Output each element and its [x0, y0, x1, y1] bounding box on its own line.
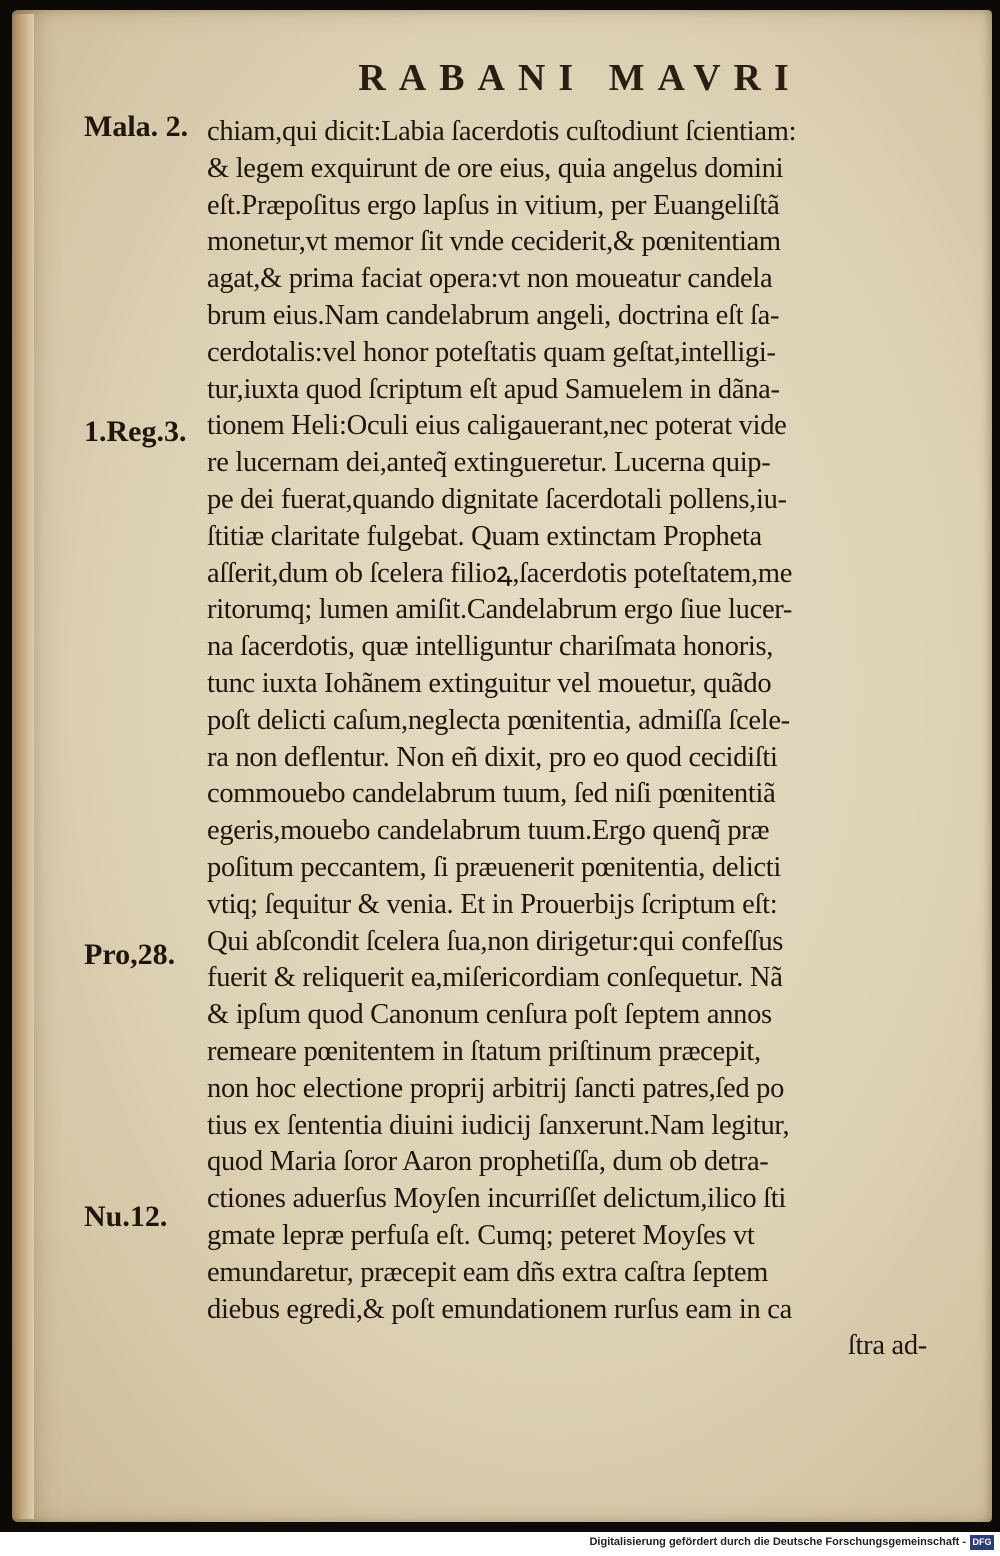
text-line: & ipſum quod Canonum cenſura poſt ſeptem annos: [207, 999, 772, 1031]
text-line: na ſacerdotis, quæ intelliguntur chariſmata honoris,: [207, 631, 774, 663]
text-line: brum eius.Nam candelabrum angeli, doctrina eſt ſa-: [207, 299, 780, 331]
text-line: eſt.Præpoſitus ergo lapſus in vitium, per Euangeliſtã: [207, 189, 780, 221]
text-line: & legem exquirunt de ore eius, quia angelus domini: [207, 152, 784, 184]
text-line: aſſerit,dum ob ſcelera filioꝝ,ſacerdotis poteſtatem,me: [207, 557, 793, 589]
footer-bar: [0, 1532, 1000, 1556]
text-line: vtiq; ſequitur & venia. Et in Prouerbijs ſcriptum eſt:: [207, 888, 778, 920]
text-line: egeris,mouebo candelabrum tuum.Ergo quenq̃ præ: [207, 815, 770, 847]
text-line: ctiones aduerſus Moyſen incurriſſet delictum,ilico ſti: [207, 1183, 786, 1215]
text-line: ra non deflentur. Non eñ dixit, pro eo quod cecidiſti: [207, 741, 778, 773]
text-line: tionem Heli:Oculi eius caligauerant,nec poterat vide: [207, 410, 787, 442]
text-line: non hoc electione proprij arbitrij ſancti patres,ſed po: [207, 1072, 785, 1104]
marginal-note-pro: Pro,28.: [84, 938, 176, 971]
running-head: RABANI MAVRI: [358, 57, 802, 99]
text-line: cerdotalis:vel honor poteſtatis quam geſtat,intelligi-: [207, 336, 776, 368]
digitization-credit: Digitalisierung gefördert durch die Deutsche Forschungsgemeinschaft -: [589, 1536, 966, 1548]
marginal-note-nu: Nu.12.: [84, 1200, 168, 1233]
text-line: ritorumq; lumen amiſit.Candelabrum ergo ſiue lucer-: [207, 594, 793, 626]
text-line: chiam,qui dicit:Labia ſacerdotis cuſtodiunt ſcientiam:: [207, 116, 797, 147]
text-line: poſitum peccantem, ſi præuenerit pœnitentia, delicti: [207, 851, 782, 883]
dfg-logo: DFG: [970, 1535, 994, 1550]
text-line: pe dei fuerat,quando dignitate ſacerdotali pollens,iu-: [207, 483, 787, 515]
text-line: ſtra ad-: [847, 1330, 927, 1362]
text-line: re lucernam dei,anteq̃ extingueretur. Lucerna quip-: [207, 447, 771, 479]
text-line: quod Maria ſoror Aaron prophetiſſa, dum ob detra-: [207, 1146, 769, 1178]
text-line: ſtitiæ claritate fulgebat. Quam extinctam Propheta: [207, 520, 762, 552]
marginal-note-mala: Mala. 2.: [84, 110, 189, 143]
text-line: monetur,vt memor ſit vnde ceciderit,& pœnitentiam: [207, 226, 781, 258]
text-line: tur,iuxta quod ſcriptum eſt apud Samuelem in dãna-: [207, 373, 780, 405]
text-line: fuerit & reliquerit ea,miſericordiam conſequetur. Nã: [207, 962, 783, 994]
marginal-note-reg: 1.Reg.3.: [84, 415, 187, 448]
text-line: poſt delicti caſum,neglecta pœnitentia, admiſſa ſcele-: [207, 704, 790, 736]
page-edge: [14, 14, 34, 1519]
text-line: diebus egredi,& poſt emundationem rurſus eam in ca: [207, 1293, 792, 1325]
text-line: agat,& prima faciat opera:vt non moueatur candela: [207, 263, 773, 295]
text-line: gmate lepræ perfuſa eſt. Cumq; peteret Moyſes vt: [207, 1219, 755, 1251]
text-line: emundaretur, præcepit eam dñs extra caſtra ſeptem: [207, 1256, 769, 1288]
text-block: [207, 114, 937, 1365]
text-line: Qui abſcondit ſcelera ſua,non dirigetur:qui confeſſus: [207, 925, 784, 957]
text-line: remeare pœnitentem in ſtatum priſtinum præcepit,: [207, 1035, 761, 1067]
text-line: tius ex ſententia diuini iudicij ſanxerunt.Nam legitur,: [207, 1109, 790, 1141]
text-line: tunc iuxta Iohãnem extinguitur vel mouetur, quãdo: [207, 667, 772, 699]
text-line: commouebo candelabrum tuum, ſed niſi pœnitentiã: [207, 778, 776, 810]
